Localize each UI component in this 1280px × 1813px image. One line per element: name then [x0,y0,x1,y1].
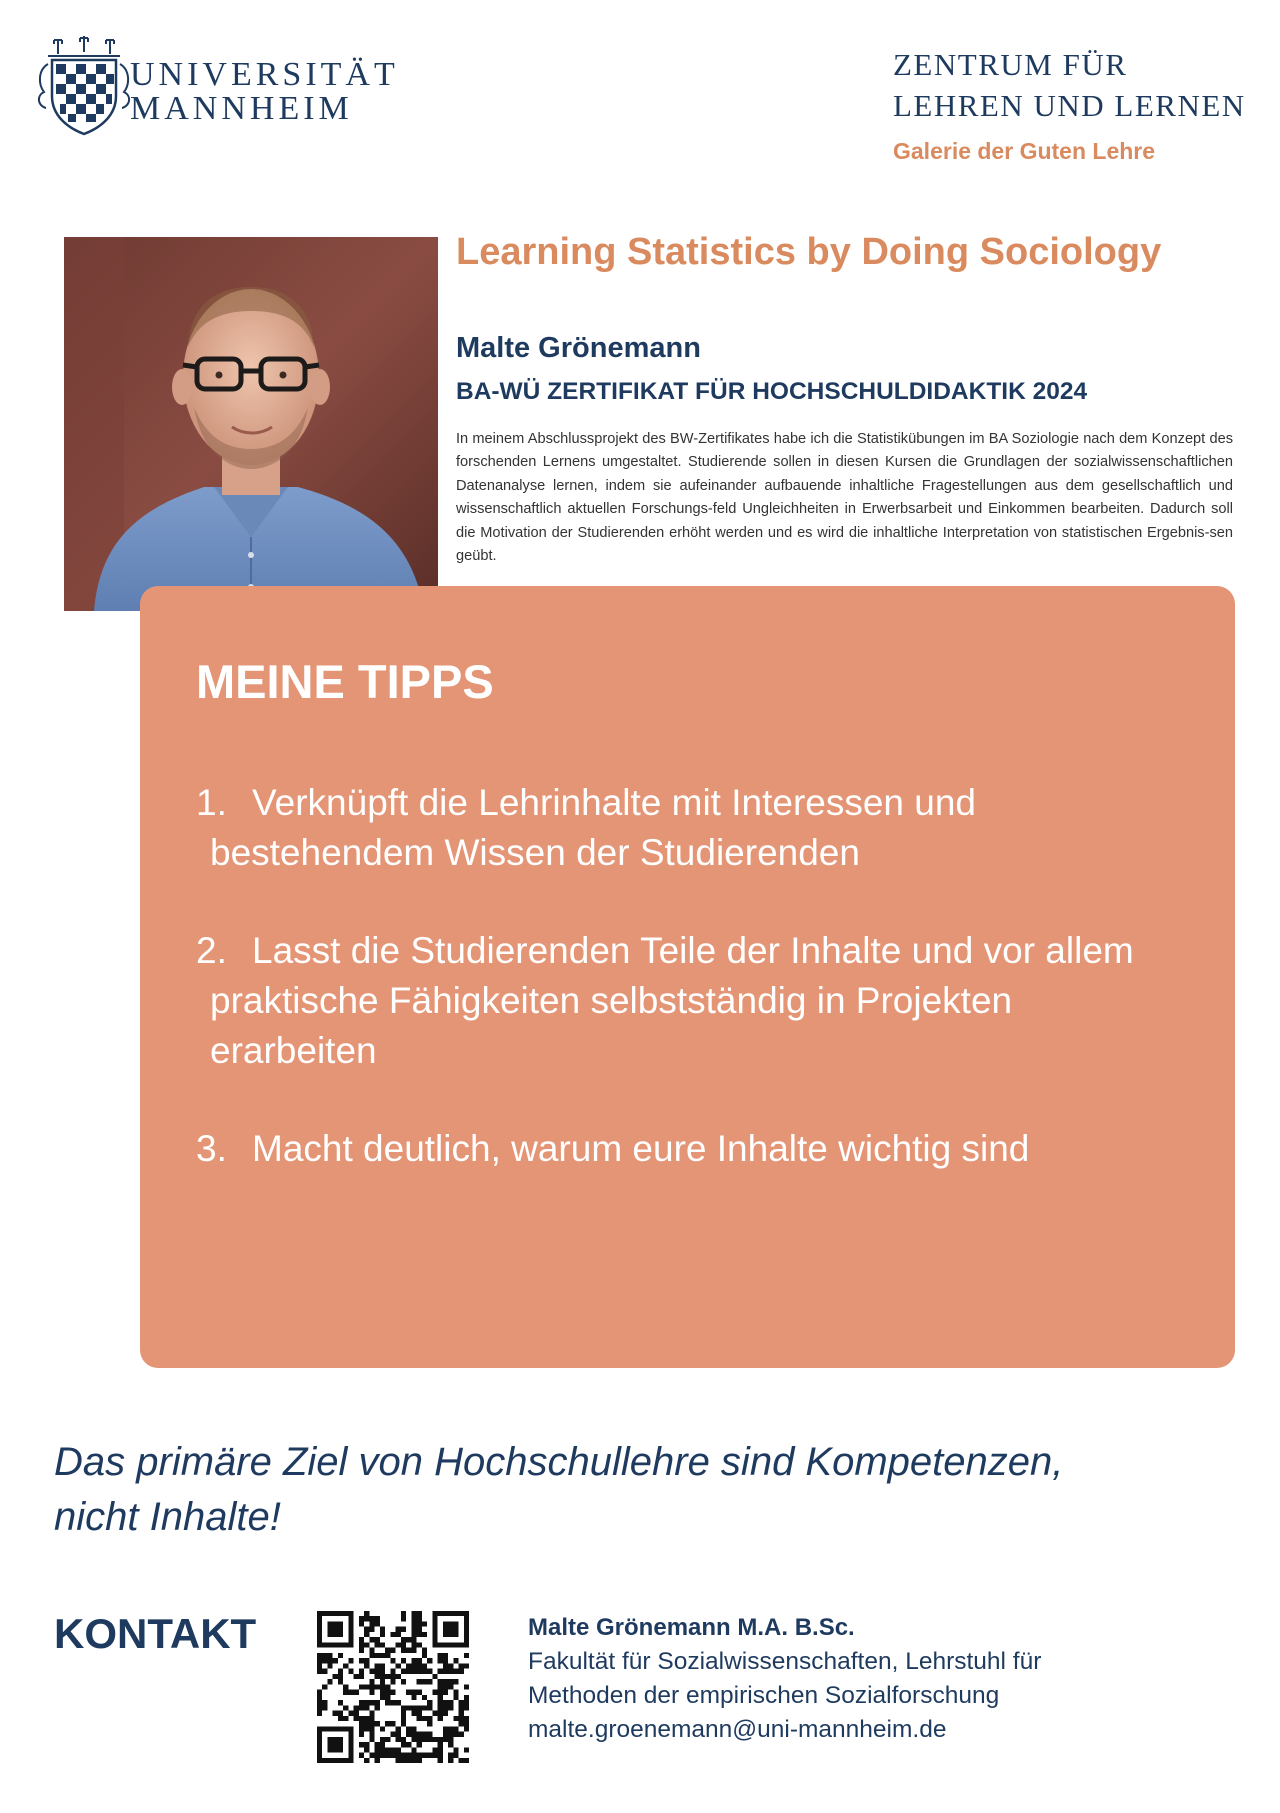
qr-code-icon[interactable] [317,1611,469,1763]
contact-affiliation-line1: Fakultät für Sozialwissenschaften, Lehrstuhl für [528,1648,1042,1675]
center-name-line1: ZENTRUM FÜR [893,47,1128,82]
quote-line1: Das primäre Ziel von Hochschullehre sind Kompetenzen, [54,1440,1064,1484]
university-name [130,58,399,126]
project-description: In meinem Abschlussprojekt des BW-Zertifikates habe ich die Statistikübungen im BA Soziologie nach dem Konzept des forschenden Lernens umgestaltet. Studierende sollen in diesen Kursen die Grundlagen der sozialwissenschaftlichen Datenanalyse lernen, indem sie aufeinander aufbauende inhaltliche Fragestellungen aus dem gesellschaftlich und wissenschaftlich aktuellen Forschungs-feld Ungleichheiten in Erwerbsarbeit und Einkommen bearbeiten. Dadurch soll die Motivation der Studierenden erhöht werden und es wird die inhaltliche Interpretation von statistischen Ergebnis-sen geübt. [456,431,1233,565]
tip-text: Verknüpft die Lehrinhalte mit Interessen und bestehendem Wissen der Studierenden [210,782,977,873]
tip-item [196,778,1176,878]
key-quote [54,1435,1204,1545]
tips-list [196,778,1176,1222]
author-portrait [64,237,438,611]
contact-affiliation-line2: Methoden der empirischen Sozialforschung [528,1682,1000,1709]
tip-number: 3. [196,1128,227,1169]
author-name: Malte Grönemann [456,332,701,364]
center-name-line2: LEHREN UND LERNEN [893,88,1246,123]
contact-heading: KONTAKT [54,1610,257,1657]
university-name-line2: MANNHEIM [130,90,353,127]
contact-email-link[interactable]: malte.groenemann@uni-mannheim.de [528,1716,947,1743]
tip-number: 2. [196,930,227,971]
university-name-line1: UNIVERSITÄT [130,56,399,93]
university-logo-icon [34,34,134,136]
quote-line2: nicht Inhalte! [54,1495,281,1539]
tip-text: Lasst die Studierenden Teile der Inhalte und vor allem praktische Fähigkeiten selbstständig in Projekten erarbeiten [210,930,1134,1071]
gallery-label: Galerie der Guten Lehre [893,138,1156,164]
project-title: Learning Statistics by Doing Sociology [456,231,1162,273]
tip-item [196,926,1176,1076]
tip-number: 1. [196,782,227,823]
center-name [893,44,1246,126]
tips-heading: MEINE TIPPS [196,655,494,708]
tip-text: Macht deutlich, warum eure Inhalte wichtig sind [252,1128,1030,1169]
certificate-title: BA-WÜ ZERTIFIKAT FÜR HOCHSCHULDIDAKTIK 2024 [456,378,1088,405]
contact-name: Malte Grönemann M.A. B.Sc. [528,1614,855,1641]
tip-item [196,1124,1176,1174]
